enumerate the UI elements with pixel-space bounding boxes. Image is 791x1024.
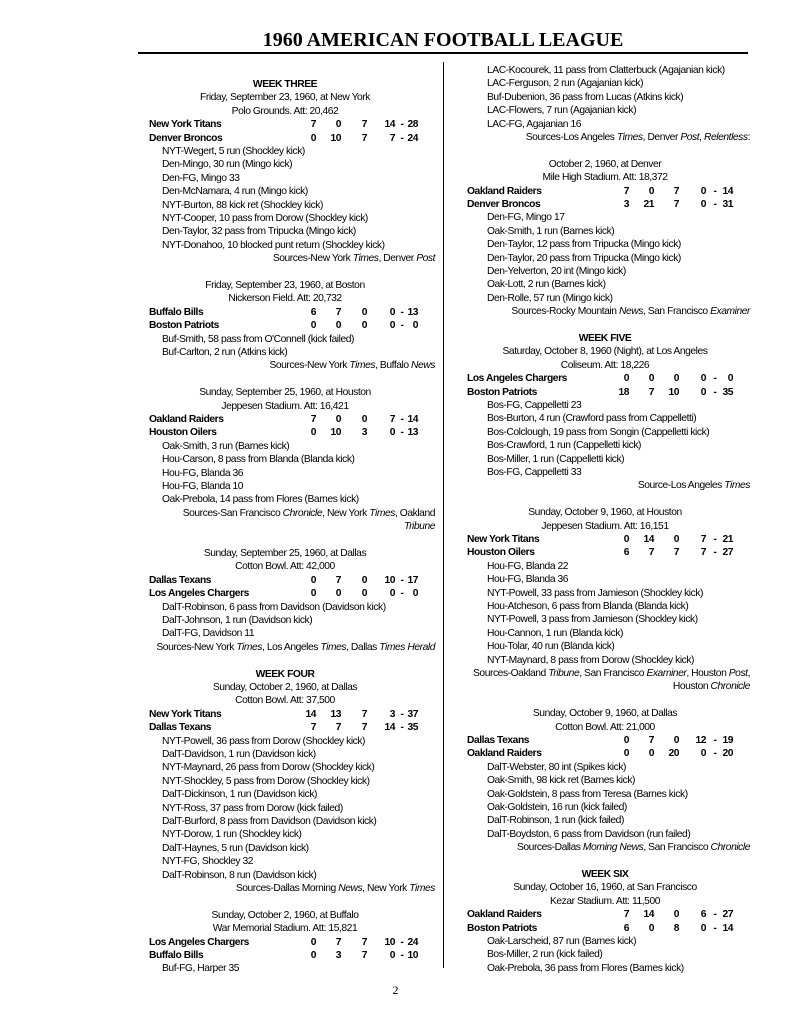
quarter-score: 0 — [310, 588, 316, 600]
team-name: Denver Broncos — [149, 132, 223, 144]
quarter-score: 8 — [673, 922, 679, 934]
team-score-line — [460, 533, 750, 546]
quarter-score: 0 — [310, 320, 316, 332]
scoring-play: Hou-FG, Blanda 36 — [487, 574, 569, 586]
team-name: Oakland Raiders — [467, 909, 542, 921]
final-score: 27 — [722, 909, 733, 921]
game-info: Friday, September 23, 1960, at New York — [200, 92, 370, 104]
quarter-score: 7 — [335, 306, 341, 318]
scoring-play: Den-Yelverton, 20 int (Mingo kick) — [487, 266, 626, 277]
scoring-play: DalT-Burford, 8 pass from Davidson (Davidson kick) — [162, 816, 377, 827]
quarter-score: 7 — [361, 132, 367, 144]
game-info: Nickerson Field. Att: 20,732 — [228, 293, 342, 305]
quarter-score: 7 — [648, 386, 654, 398]
score-dash: - — [400, 722, 404, 734]
quarter-score: 7 — [335, 936, 341, 948]
page-number: 2 — [392, 983, 399, 997]
sources-line: Sources-New York Times, Los Angeles Times, Dallas Times Herald — [156, 641, 435, 653]
score-dash: - — [400, 414, 404, 425]
team-score-line — [135, 426, 435, 439]
score-dash: - — [400, 132, 404, 144]
game-info: Sunday, September 25, 1960, at Dallas — [203, 548, 367, 559]
quarter-score: 0 — [700, 922, 706, 934]
scoring-play: NYT-Dorow, 1 run (Shockley kick) — [162, 829, 302, 841]
final-score: 17 — [407, 574, 418, 586]
final-score: 14 — [722, 922, 733, 934]
quarter-score: 10 — [330, 132, 341, 144]
scoring-play: NYT-Powell, 3 pass from Jamieson (Shockley kick) — [487, 614, 698, 626]
quarter-score: 7 — [700, 534, 706, 545]
sources-line: Sources-New York Times, Buffalo News — [269, 360, 435, 372]
quarter-score: 0 — [335, 320, 341, 332]
sources-line: Sources-San Francisco Chronicle, New York Times, Oakland — [182, 507, 435, 519]
quarter-score: 7 — [361, 708, 367, 720]
quarter-score: 18 — [618, 386, 629, 398]
column-divider — [443, 62, 444, 968]
scoring-play: Oak-Smith, 1 run (Barnes kick) — [487, 225, 615, 237]
team-name: Los Angeles Chargers — [149, 588, 249, 600]
final-score: 0 — [412, 320, 418, 332]
scoring-play: Bos-FG, Cappelletti 23 — [487, 400, 582, 411]
quarter-score: 20 — [668, 748, 679, 760]
quarter-score: 10 — [384, 936, 395, 948]
quarter-score: 0 — [648, 185, 654, 197]
final-score: 27 — [722, 547, 733, 559]
score-dash: - — [400, 320, 404, 332]
quarter-score: 6 — [623, 922, 629, 934]
scoring-play: Bos-Miller, 2 run (kick failed) — [487, 949, 603, 961]
final-score: 14 — [722, 185, 733, 197]
team-name: Oakland Raiders — [149, 414, 224, 425]
scoring-play: Den-Taylor, 32 pass from Tripucka (Mingo kick) — [162, 226, 356, 238]
quarter-score: 7 — [673, 547, 679, 559]
score-dash: - — [400, 427, 404, 439]
team-score-line — [460, 185, 750, 198]
scoring-play: Hou-FG, Blanda 10 — [162, 481, 244, 492]
team-score-line — [135, 118, 435, 131]
quarter-score: 0 — [673, 909, 679, 921]
quarter-score: 0 — [700, 185, 706, 197]
quarter-score: 10 — [330, 427, 341, 439]
final-score: 35 — [722, 386, 733, 398]
score-dash: - — [400, 306, 404, 318]
final-score: 35 — [407, 722, 418, 734]
quarter-score: 7 — [361, 950, 367, 961]
team-name: Buffalo Bills — [149, 950, 204, 961]
team-name: Buffalo Bills — [149, 306, 204, 318]
final-score: 14 — [407, 414, 418, 425]
quarter-score: 7 — [361, 936, 367, 948]
score-dash: - — [713, 199, 717, 210]
team-name: Boston Patriots — [467, 922, 537, 934]
team-name: Dallas Texans — [149, 722, 212, 734]
quarter-score: 7 — [361, 119, 367, 131]
score-dash: - — [713, 185, 717, 197]
score-dash: - — [400, 936, 404, 948]
quarter-score: 14 — [384, 722, 395, 734]
score-dash: - — [713, 547, 717, 559]
score-dash: - — [713, 748, 717, 760]
quarter-score: 0 — [623, 534, 629, 545]
quarter-score: 10 — [668, 386, 679, 398]
quarter-score: 0 — [648, 748, 654, 760]
quarter-score: 0 — [673, 534, 679, 545]
sources-line: Sources-Rocky Mountain News, San Francisco Examiner — [511, 306, 750, 318]
quarter-score: 3 — [623, 199, 629, 210]
week-heading: WEEK THREE — [252, 79, 318, 90]
scoring-play: Buf-Dubenion, 36 pass from Lucas (Atkins kick) — [487, 91, 684, 103]
scoring-play: DalT-FG, Davidson 11 — [162, 628, 255, 640]
quarter-score: 7 — [389, 132, 395, 144]
week-heading: WEEK FIVE — [578, 333, 632, 344]
week-heading: WEEK FOUR — [255, 668, 315, 680]
quarter-score: 0 — [361, 574, 367, 586]
scoring-play: LAC-FG, Agajanian 16 — [487, 118, 582, 130]
score-dash: - — [400, 574, 404, 586]
quarter-score: 0 — [389, 950, 395, 961]
team-score-line — [135, 319, 435, 332]
team-score-line — [460, 386, 750, 399]
final-score: 24 — [407, 132, 418, 144]
team-name: Denver Broncos — [467, 199, 541, 210]
scoring-play: Bos-Miller, 1 run (Cappelletti kick) — [487, 453, 625, 465]
team-score-line — [460, 372, 750, 385]
game-info: Jeppesen Stadium. Att: 16,151 — [541, 520, 669, 532]
page-title: 1960 AMERICAN FOOTBALL LEAGUE — [262, 29, 624, 51]
quarter-score: 0 — [648, 373, 654, 385]
quarter-score: 0 — [673, 735, 679, 746]
game-info: Friday, September 23, 1960, at Boston — [205, 280, 365, 291]
score-dash: - — [400, 950, 404, 961]
game-info: Sunday, October 16, 1960, at San Francisco — [513, 882, 697, 894]
quarter-score: 0 — [623, 373, 629, 385]
quarter-score: 0 — [361, 320, 367, 332]
game-info: Coliseum. Att: 18,226 — [560, 359, 650, 371]
quarter-score: 0 — [310, 950, 316, 961]
scoring-play: Hou-Atcheson, 6 pass from Blanda (Blanda kick) — [487, 601, 689, 612]
quarter-score: 0 — [310, 427, 316, 439]
team-score-line — [135, 587, 435, 600]
team-score-line — [135, 708, 435, 721]
scoring-play: DalT-Robinson, 8 run (Davidson kick) — [162, 869, 317, 881]
quarter-score: 7 — [389, 414, 395, 425]
sources-line: Source-Los Angeles Times — [637, 480, 750, 492]
scoring-play: Hou-Tolar, 40 run (Blanda kick) — [487, 641, 615, 653]
game-info: October 2, 1960, at Denver — [548, 158, 662, 170]
game-info: Jeppesen Stadium. Att: 16,421 — [221, 400, 349, 412]
scoring-play: Den-Taylor, 20 pass from Tripucka (Mingo kick) — [487, 252, 681, 264]
quarter-score: 0 — [335, 414, 341, 425]
quarter-score: 3 — [335, 950, 341, 961]
scoring-play: NYT-Powell, 33 pass from Jamieson (Shockley kick) — [487, 587, 704, 599]
score-dash: - — [400, 708, 404, 720]
quarter-score: 0 — [335, 119, 341, 131]
scoring-play: DalT-Robinson, 6 pass from Davidson (Davidson kick) — [162, 601, 386, 613]
game-info: Sunday, September 25, 1960, at Houston — [199, 387, 371, 399]
team-score-line — [135, 132, 435, 145]
scoring-play: Oak-Prebola, 36 pass from Flores (Barnes kick) — [487, 962, 684, 974]
scoring-play: Buf-Carlton, 2 run (Atkins kick) — [162, 347, 288, 358]
final-score: 24 — [407, 936, 418, 948]
quarter-score: 6 — [700, 909, 706, 921]
scoring-play: Den-McNamara, 4 run (Mingo kick) — [162, 186, 308, 198]
team-score-line — [460, 198, 750, 211]
quarter-score: 0 — [310, 132, 316, 144]
quarter-score: 0 — [700, 748, 706, 760]
score-dash: - — [713, 735, 717, 746]
quarter-score: 3 — [361, 427, 367, 439]
quarter-score: 0 — [361, 414, 367, 425]
final-score: 13 — [407, 427, 418, 439]
scoring-play: NYT-Wegert, 5 run (Shockley kick) — [162, 146, 305, 157]
game-info: Sunday, October 2, 1960, at Dallas — [212, 682, 358, 693]
scoring-play: Oak-Goldstein, 8 pass from Teresa (Barnes kick) — [487, 788, 688, 800]
sources-line: Sources-New York Times, Denver Post — [272, 253, 435, 265]
scoring-play: Oak-Larscheid, 87 run (Barnes kick) — [487, 936, 637, 947]
team-score-line — [460, 734, 750, 747]
scoring-play: Bos-Crawford, 1 run (Cappelletti kick) — [487, 440, 642, 452]
quarter-score: 21 — [643, 199, 654, 210]
game-info: Sunday, October 9, 1960, at Dallas — [532, 708, 678, 720]
quarter-score: 0 — [389, 588, 395, 600]
quarter-score: 0 — [389, 427, 395, 439]
team-score-line — [460, 922, 750, 935]
final-score: 10 — [407, 950, 418, 961]
scoring-play: NYT-Donahoo, 10 blocked punt return (Shockley kick) — [162, 239, 385, 251]
quarter-score: 0 — [361, 588, 367, 600]
quarter-score: 0 — [361, 306, 367, 318]
quarter-score: 7 — [673, 199, 679, 210]
quarter-score: 7 — [361, 722, 367, 734]
scoring-play: Hou-Cannon, 1 run (Blanda kick) — [487, 627, 624, 639]
game-info: Cotton Bowl. Att: 42,000 — [235, 561, 335, 573]
scoring-play: NYT-Powell, 36 pass from Dorow (Shockley kick) — [162, 735, 366, 747]
scoring-play: Den-Taylor, 12 pass from Tripucka (Mingo kick) — [487, 239, 681, 251]
scoring-play: Den-Rolle, 57 run (Mingo kick) — [487, 292, 613, 304]
scoring-play: Hou-FG, Blanda 36 — [162, 467, 244, 479]
scoring-play: NYT-Maynard, 26 pass from Dorow (Shockley kick) — [162, 762, 375, 774]
team-name: Dallas Texans — [467, 735, 530, 746]
team-score-line — [135, 721, 435, 734]
quarter-score: 7 — [673, 185, 679, 197]
quarter-score: 7 — [310, 722, 316, 734]
game-info: Sunday, October 2, 1960, at Buffalo — [211, 909, 359, 921]
scoring-play: NYT-Ross, 37 pass from Dorow (kick failed) — [162, 802, 343, 814]
scoring-play: DalT-Haynes, 5 run (Davidson kick) — [162, 842, 309, 854]
quarter-score: 7 — [310, 119, 316, 131]
quarter-score: 14 — [643, 909, 654, 921]
score-dash: - — [400, 119, 404, 131]
game-info: Polo Grounds. Att: 20,462 — [231, 105, 339, 117]
quarter-score: 0 — [310, 936, 316, 948]
final-score: 20 — [722, 748, 733, 760]
team-score-line — [135, 574, 435, 587]
team-name: Houston Oilers — [467, 547, 535, 559]
team-name: Dallas Texans — [149, 574, 212, 586]
scoring-play: Oak-Prebola, 14 pass from Flores (Barnes kick) — [162, 494, 359, 506]
scoring-play: Oak-Smith, 3 run (Barnes kick) — [162, 440, 290, 452]
team-name: New York Titans — [149, 708, 222, 720]
scoring-play: Den-FG, Mingo 33 — [162, 172, 240, 184]
quarter-score: 0 — [648, 922, 654, 934]
score-dash: - — [713, 373, 717, 385]
quarter-score: 7 — [648, 547, 654, 559]
final-score: 0 — [412, 588, 418, 600]
quarter-score: 0 — [623, 735, 629, 746]
team-name: New York Titans — [467, 534, 540, 545]
quarter-score: 0 — [310, 574, 316, 586]
scoring-play: DalT-Johnson, 1 run (Davidson kick) — [162, 615, 313, 626]
score-dash: - — [713, 534, 717, 545]
scoring-play: Den-FG, Mingo 17 — [487, 212, 565, 224]
quarter-score: 6 — [623, 547, 629, 559]
score-dash: - — [400, 588, 404, 600]
quarter-score: 14 — [305, 708, 316, 720]
final-score: 31 — [722, 199, 733, 210]
scoring-play: Den-Mingo, 30 run (Mingo kick) — [162, 159, 293, 171]
quarter-score: 7 — [335, 722, 341, 734]
team-score-line — [135, 949, 435, 962]
quarter-score: 10 — [384, 574, 395, 586]
game-info: Cotton Bowl. Att: 37,500 — [235, 695, 335, 707]
quarter-score: 14 — [384, 119, 395, 131]
sources-line: Houston Chronicle — [672, 681, 750, 693]
quarter-score: 7 — [310, 414, 316, 425]
quarter-score: 3 — [389, 708, 395, 720]
game-info: Saturday, October 8, 1960 (Night), at Los Angeles — [502, 346, 708, 358]
quarter-score: 14 — [643, 534, 654, 545]
score-dash: - — [713, 909, 717, 921]
quarter-score: 0 — [335, 588, 341, 600]
final-score: 19 — [722, 735, 733, 746]
team-name: Houston Oilers — [149, 427, 217, 439]
game-info: Mile High Stadium. Att: 18,372 — [542, 172, 668, 184]
scoring-play: DalT-Boydston, 6 pass from Davidson (run failed) — [487, 828, 691, 840]
quarter-score: 7 — [623, 909, 629, 921]
title-rule — [138, 52, 748, 54]
final-score: 21 — [722, 534, 733, 545]
quarter-score: 0 — [623, 748, 629, 760]
team-score-line — [135, 413, 435, 426]
scoring-play: LAC-Kocourek, 11 pass from Clatterbuck (Agajanian kick) — [487, 65, 725, 76]
team-name: New York Titans — [149, 119, 222, 131]
final-score: 28 — [407, 119, 418, 131]
scoring-play: Bos-FG, Cappelletti 33 — [487, 467, 582, 478]
sources-line: Sources-Dallas Morning News, San Francisco Chronicle — [516, 842, 750, 854]
team-name: Oakland Raiders — [467, 185, 542, 197]
quarter-score: 0 — [673, 373, 679, 385]
quarter-score: 6 — [310, 306, 316, 318]
sources-line: Sources-Los Angeles Times, Denver Post, Relentless: — [525, 132, 750, 143]
final-score: 37 — [407, 708, 418, 720]
game-info: Sunday, October 9, 1960, at Houston — [528, 507, 682, 519]
quarter-score: 7 — [648, 735, 654, 746]
game-info: Kezar Stadium. Att: 11,500 — [549, 895, 661, 907]
team-name: Boston Patriots — [149, 320, 219, 332]
scoring-play: Hou-Carson, 8 pass from Blanda (Blanda kick) — [162, 454, 355, 466]
team-name: Los Angeles Chargers — [149, 936, 249, 948]
game-info: Cotton Bowl. Att: 21,000 — [555, 721, 655, 733]
quarter-score: 0 — [700, 386, 706, 398]
quarter-score: 7 — [335, 574, 341, 586]
team-score-line — [460, 908, 750, 921]
sources-line: Sources-Oakland Tribune, San Francisco Examiner, Houston Post, — [473, 668, 750, 679]
score-dash: - — [713, 922, 717, 934]
scoring-play: LAC-Flowers, 7 run (Agajanian kick) — [487, 105, 637, 117]
final-score: 13 — [407, 306, 418, 318]
scoring-play: Bos-Burton, 4 run (Crawford pass from Cappelletti) — [487, 413, 697, 425]
team-score-line — [460, 747, 750, 760]
scoring-play: Bos-Colclough, 19 pass from Songin (Cappelletti kick) — [487, 426, 710, 438]
scoring-play: Oak-Smith, 98 kick ret (Barnes kick) — [487, 775, 636, 787]
quarter-score: 7 — [623, 185, 629, 197]
quarter-score: 0 — [700, 373, 706, 385]
scoring-play: LAC-Ferguson, 2 run (Agajanian kick) — [487, 78, 644, 90]
final-score: 0 — [727, 373, 733, 385]
scoring-play: NYT-Burton, 88 kick ret (Shockley kick) — [162, 199, 323, 211]
scoring-play: Hou-FG, Blanda 22 — [487, 560, 569, 572]
team-score-line — [460, 546, 750, 559]
team-name: Los Angeles Chargers — [467, 373, 567, 385]
team-name: Oakland Raiders — [467, 748, 542, 760]
scoring-play: NYT-Maynard, 8 pass from Dorow (Shockley kick) — [487, 654, 695, 666]
quarter-score: 7 — [700, 547, 706, 559]
scoring-play: Buf-FG, Harper 35 — [162, 963, 240, 975]
week-heading: WEEK SIX — [581, 869, 629, 880]
scoring-play: DalT-Dickinson, 1 run (Davidson kick) — [162, 789, 318, 801]
team-name: Boston Patriots — [467, 386, 537, 398]
quarter-score: 0 — [389, 320, 395, 332]
quarter-score: 0 — [700, 199, 706, 210]
quarter-score: 0 — [389, 306, 395, 318]
scoring-play: Oak-Lott, 2 run (Barnes kick) — [487, 279, 606, 291]
scoring-play: DalT-Webster, 80 int (Spikes kick) — [487, 761, 627, 773]
scoring-play: NYT-FG, Shockley 32 — [162, 856, 254, 868]
game-info: War Memorial Stadium. Att: 15,821 — [212, 923, 358, 935]
sources-line: Tribune — [404, 521, 435, 533]
sources-line: Sources-Dallas Morning News, New York Times — [235, 883, 435, 894]
scoring-play: Oak-Goldstein, 16 run (kick failed) — [487, 802, 627, 813]
team-score-line — [135, 306, 435, 319]
team-score-line — [135, 936, 435, 949]
score-dash: - — [713, 386, 717, 398]
quarter-score: 12 — [695, 735, 706, 746]
scoring-play: NYT-Cooper, 10 pass from Dorow (Shockley kick) — [162, 213, 368, 224]
scoring-play: DalT-Davidson, 1 run (Davidson kick) — [162, 749, 316, 760]
scoring-play: Buf-Smith, 58 pass from O'Connell (kick failed) — [162, 333, 354, 345]
scoring-play: DalT-Robinson, 1 run (kick failed) — [487, 815, 624, 827]
scoring-play: NYT-Shockley, 5 pass from Dorow (Shockley kick) — [162, 775, 370, 787]
quarter-score: 13 — [330, 708, 341, 720]
